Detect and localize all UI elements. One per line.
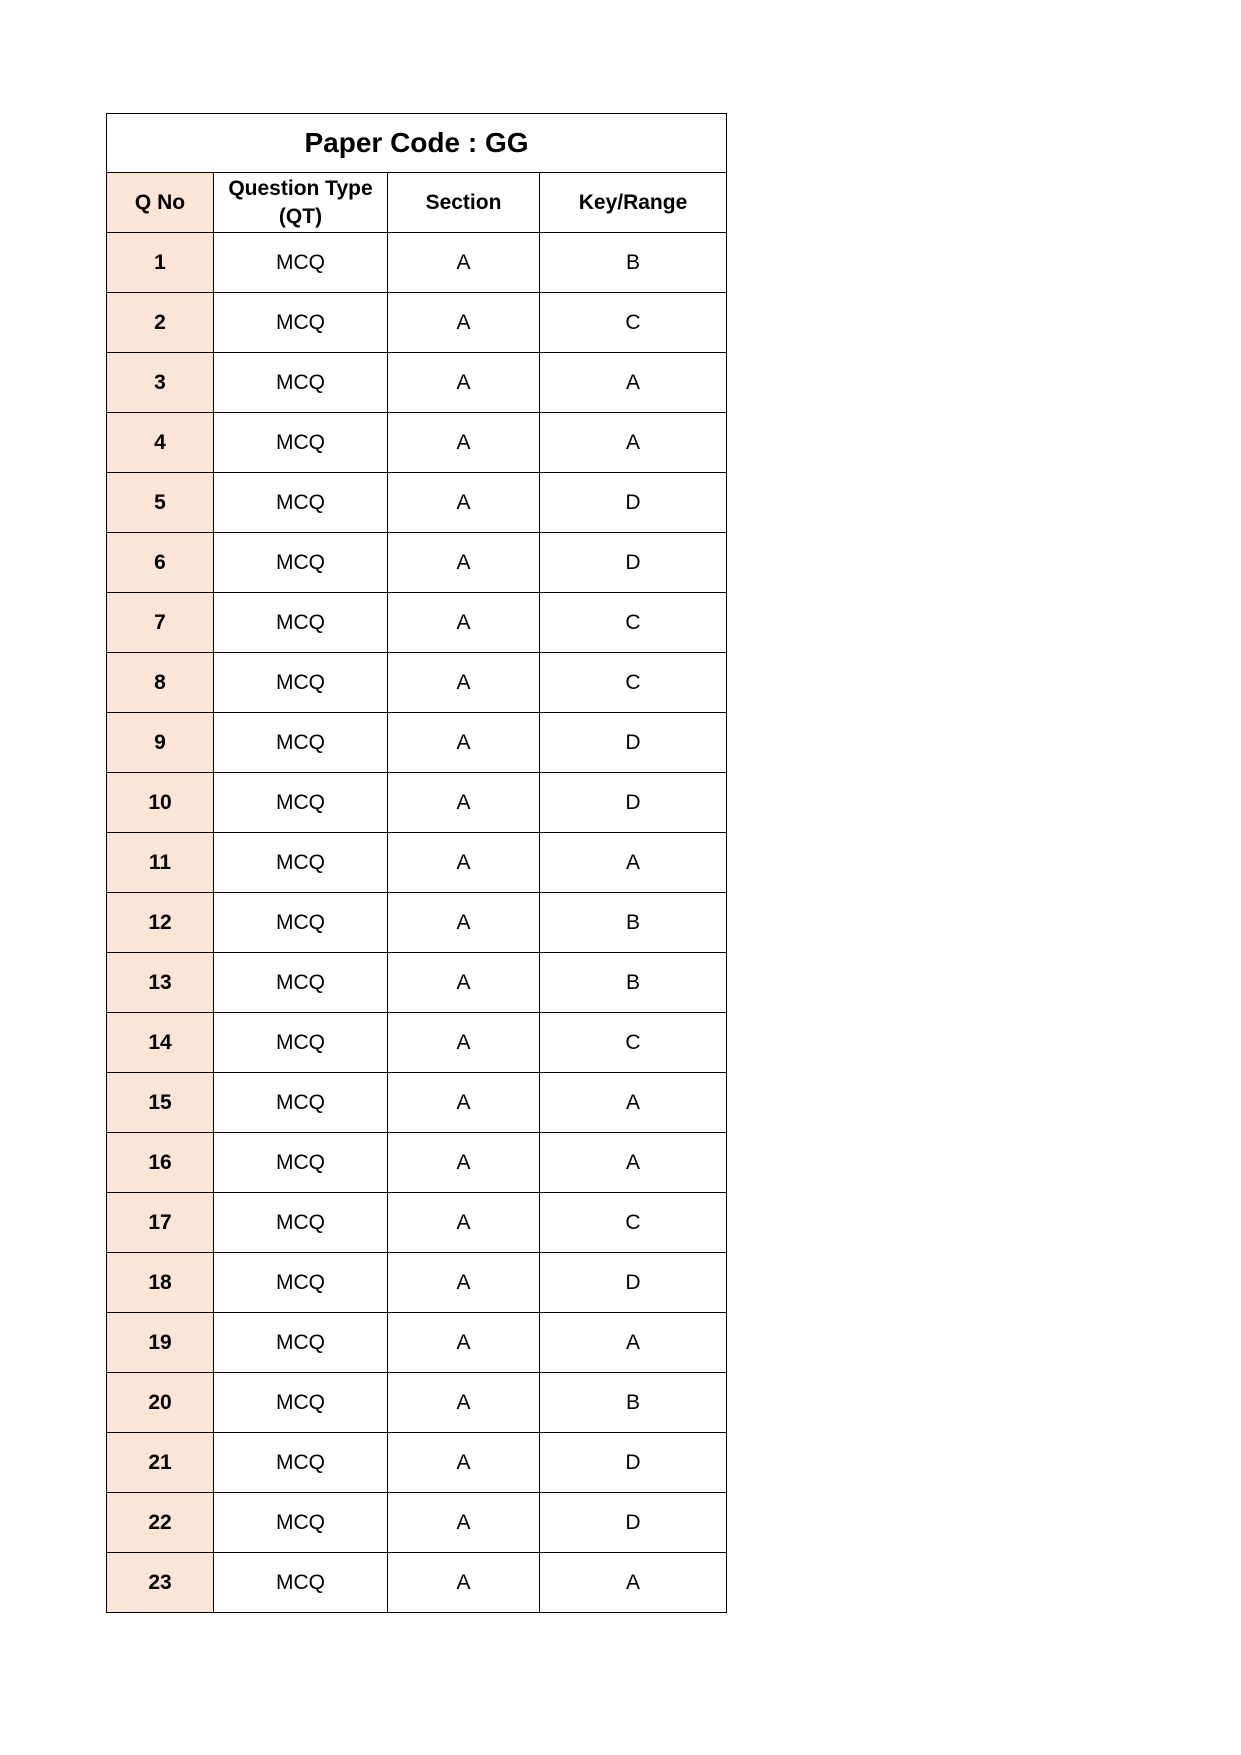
table-row xyxy=(107,1433,727,1493)
question-type-cell: MCQ xyxy=(214,413,388,473)
answer-key-table xyxy=(106,113,727,1613)
title-row xyxy=(107,114,727,173)
section-cell: A xyxy=(388,413,540,473)
answer-key-cell: C xyxy=(540,1193,727,1253)
question-number-cell: 15 xyxy=(107,1073,214,1133)
question-type-cell: MCQ xyxy=(214,1133,388,1193)
answer-key-cell: B xyxy=(540,233,727,293)
section-cell: A xyxy=(388,1553,540,1613)
table-row xyxy=(107,1133,727,1193)
answer-key-cell: A xyxy=(540,833,727,893)
answer-key-cell: A xyxy=(540,1133,727,1193)
answer-key-cell: B xyxy=(540,893,727,953)
paper-code-title: Paper Code : GG xyxy=(107,114,727,173)
answer-key-cell: C xyxy=(540,1013,727,1073)
question-number-cell: 17 xyxy=(107,1193,214,1253)
answer-key-cell: C xyxy=(540,653,727,713)
table-row xyxy=(107,1073,727,1133)
question-number-cell: 8 xyxy=(107,653,214,713)
section-cell: A xyxy=(388,653,540,713)
answer-key-cell: D xyxy=(540,1253,727,1313)
section-cell: A xyxy=(388,713,540,773)
question-number-cell: 16 xyxy=(107,1133,214,1193)
table-row xyxy=(107,773,727,833)
section-cell: A xyxy=(388,533,540,593)
answer-rows xyxy=(107,233,727,1613)
section-cell: A xyxy=(388,233,540,293)
section-cell: A xyxy=(388,1253,540,1313)
question-number-cell: 19 xyxy=(107,1313,214,1373)
section-cell: A xyxy=(388,1433,540,1493)
question-type-cell: MCQ xyxy=(214,1373,388,1433)
answer-key-cell: D xyxy=(540,1433,727,1493)
table-row xyxy=(107,413,727,473)
section-cell: A xyxy=(388,1193,540,1253)
header-key-range: Key/Range xyxy=(540,173,727,233)
answer-key-cell: C xyxy=(540,593,727,653)
table-row xyxy=(107,713,727,773)
question-type-cell: MCQ xyxy=(214,893,388,953)
question-number-cell: 18 xyxy=(107,1253,214,1313)
question-number-cell: 14 xyxy=(107,1013,214,1073)
section-cell: A xyxy=(388,1373,540,1433)
question-type-cell: MCQ xyxy=(214,353,388,413)
question-type-cell: MCQ xyxy=(214,1253,388,1313)
question-type-cell: MCQ xyxy=(214,473,388,533)
question-type-cell: MCQ xyxy=(214,293,388,353)
question-type-cell: MCQ xyxy=(214,1073,388,1133)
section-cell: A xyxy=(388,1013,540,1073)
table-row xyxy=(107,1493,727,1553)
question-number-cell: 9 xyxy=(107,713,214,773)
question-number-cell: 22 xyxy=(107,1493,214,1553)
table-row xyxy=(107,353,727,413)
question-type-cell: MCQ xyxy=(214,593,388,653)
question-number-cell: 12 xyxy=(107,893,214,953)
table-row xyxy=(107,533,727,593)
question-number-cell: 7 xyxy=(107,593,214,653)
question-type-cell: MCQ xyxy=(214,833,388,893)
section-cell: A xyxy=(388,893,540,953)
section-cell: A xyxy=(388,473,540,533)
question-type-cell: MCQ xyxy=(214,953,388,1013)
table-row xyxy=(107,593,727,653)
section-cell: A xyxy=(388,1133,540,1193)
table-row xyxy=(107,1553,727,1613)
table-row xyxy=(107,833,727,893)
question-type-cell: MCQ xyxy=(214,1553,388,1613)
question-type-cell: MCQ xyxy=(214,1313,388,1373)
answer-key-cell: D xyxy=(540,1493,727,1553)
answer-key-cell: B xyxy=(540,1373,727,1433)
answer-key-cell: A xyxy=(540,413,727,473)
table-row xyxy=(107,1253,727,1313)
answer-key-cell: D xyxy=(540,713,727,773)
question-type-cell: MCQ xyxy=(214,653,388,713)
header-row xyxy=(107,173,727,233)
answer-key-cell: D xyxy=(540,533,727,593)
question-type-cell: MCQ xyxy=(214,1193,388,1253)
question-number-cell: 11 xyxy=(107,833,214,893)
answer-key-cell: B xyxy=(540,953,727,1013)
answer-key-cell: A xyxy=(540,1313,727,1373)
section-cell: A xyxy=(388,833,540,893)
answer-key-cell: D xyxy=(540,773,727,833)
question-number-cell: 2 xyxy=(107,293,214,353)
question-type-cell: MCQ xyxy=(214,233,388,293)
section-cell: A xyxy=(388,773,540,833)
table-row xyxy=(107,1013,727,1073)
section-cell: A xyxy=(388,593,540,653)
section-cell: A xyxy=(388,293,540,353)
table-row xyxy=(107,473,727,533)
section-cell: A xyxy=(388,353,540,413)
question-number-cell: 21 xyxy=(107,1433,214,1493)
answer-key-cell: C xyxy=(540,293,727,353)
table-row xyxy=(107,233,727,293)
header-qno: Q No xyxy=(107,173,214,233)
question-number-cell: 20 xyxy=(107,1373,214,1433)
section-cell: A xyxy=(388,953,540,1013)
question-number-cell: 4 xyxy=(107,413,214,473)
answer-key-cell: A xyxy=(540,1553,727,1613)
answer-key-cell: D xyxy=(540,473,727,533)
question-number-cell: 6 xyxy=(107,533,214,593)
answer-key-cell: A xyxy=(540,353,727,413)
table-row xyxy=(107,1193,727,1253)
question-number-cell: 13 xyxy=(107,953,214,1013)
section-cell: A xyxy=(388,1073,540,1133)
section-cell: A xyxy=(388,1313,540,1373)
section-cell: A xyxy=(388,1493,540,1553)
question-type-cell: MCQ xyxy=(214,713,388,773)
table-row xyxy=(107,293,727,353)
table-row xyxy=(107,893,727,953)
question-type-cell: MCQ xyxy=(214,533,388,593)
question-number-cell: 23 xyxy=(107,1553,214,1613)
answer-key-cell: A xyxy=(540,1073,727,1133)
table-row xyxy=(107,1373,727,1433)
header-section: Section xyxy=(388,173,540,233)
question-type-cell: MCQ xyxy=(214,1013,388,1073)
question-type-cell: MCQ xyxy=(214,1493,388,1553)
question-number-cell: 10 xyxy=(107,773,214,833)
question-number-cell: 5 xyxy=(107,473,214,533)
header-question-type: Question Type (QT) xyxy=(214,173,388,233)
table-row xyxy=(107,653,727,713)
question-type-cell: MCQ xyxy=(214,773,388,833)
question-number-cell: 1 xyxy=(107,233,214,293)
question-number-cell: 3 xyxy=(107,353,214,413)
question-type-cell: MCQ xyxy=(214,1433,388,1493)
table-row xyxy=(107,953,727,1013)
table-row xyxy=(107,1313,727,1373)
